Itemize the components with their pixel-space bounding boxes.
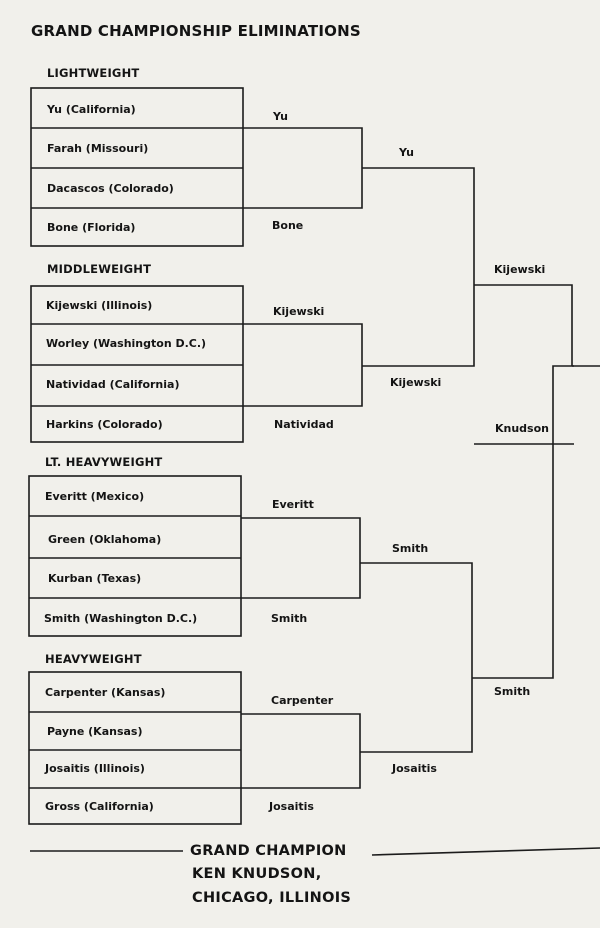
- heavyweight-semis-line: [241, 714, 360, 788]
- entrant-name: Harkins (Colorado): [46, 418, 163, 431]
- grand-champion-name: KEN KNUDSON,: [192, 866, 322, 882]
- division-winner: Yu: [399, 146, 414, 159]
- knudson-label: Knudson: [495, 422, 549, 435]
- division-label-lightweight: LIGHTWEIGHT: [47, 66, 140, 80]
- top-semis-line: [362, 168, 474, 366]
- first-round-winner: Yu: [273, 110, 288, 123]
- champion-line-right: [372, 848, 600, 855]
- division-winner: Kijewski: [390, 376, 442, 389]
- division-label-lt-heavyweight: LT. HEAVYWEIGHT: [45, 455, 163, 469]
- top-final-line: [474, 285, 572, 366]
- entrant-name: Worley (Washington D.C.): [46, 337, 207, 350]
- first-round-winner: Bone: [272, 219, 304, 232]
- entrant-name: Green (Oklahoma): [48, 533, 162, 546]
- division-winner: Josaitis: [392, 762, 437, 775]
- division-winner: Smith: [392, 542, 429, 555]
- entrant-name: Natividad (California): [46, 378, 180, 391]
- lt-heavyweight-semis-line: [241, 518, 360, 598]
- entrant-name: Carpenter (Kansas): [45, 686, 166, 699]
- bottom-final-line: [472, 366, 574, 678]
- first-round-winner: Carpenter: [271, 694, 334, 707]
- lightweight-semis-line: [243, 128, 362, 208]
- bottom-semis-line: [360, 563, 472, 752]
- entrant-name: Everitt (Mexico): [45, 490, 145, 503]
- division-label-heavyweight: HEAVYWEIGHT: [45, 652, 142, 666]
- semifinal-winner: Kijewski: [494, 263, 546, 276]
- semifinal-winner: Smith: [494, 685, 531, 698]
- first-round-winner: Everitt: [272, 498, 314, 511]
- entrant-name: Josaitis (Illinois): [45, 762, 145, 775]
- grand-champion-location: CHICAGO, ILLINOIS: [192, 890, 352, 906]
- entrant-name: Bone (Florida): [47, 221, 136, 234]
- middleweight-semis-line: [243, 324, 362, 406]
- page-title: GRAND CHAMPIONSHIP ELIMINATIONS: [31, 22, 361, 40]
- entrant-name: Smith (Washington D.C.): [44, 612, 198, 625]
- entrant-name: Payne (Kansas): [47, 725, 143, 738]
- entrant-name: Kijewski (Illinois): [46, 299, 153, 312]
- first-round-winner: Natividad: [274, 418, 334, 431]
- grand-champion-heading: GRAND CHAMPION: [190, 843, 347, 859]
- entrant-name: Kurban (Texas): [48, 572, 142, 585]
- entrant-name: Gross (California): [45, 800, 154, 813]
- entrant-name: Dacascos (Colorado): [47, 182, 174, 195]
- entrant-name: Yu (California): [47, 103, 136, 116]
- division-label-middleweight: MIDDLEWEIGHT: [47, 262, 152, 276]
- first-round-winner: Kijewski: [273, 305, 325, 318]
- first-round-winner: Josaitis: [269, 800, 314, 813]
- entrant-name: Farah (Missouri): [47, 142, 149, 155]
- first-round-winner: Smith: [271, 612, 308, 625]
